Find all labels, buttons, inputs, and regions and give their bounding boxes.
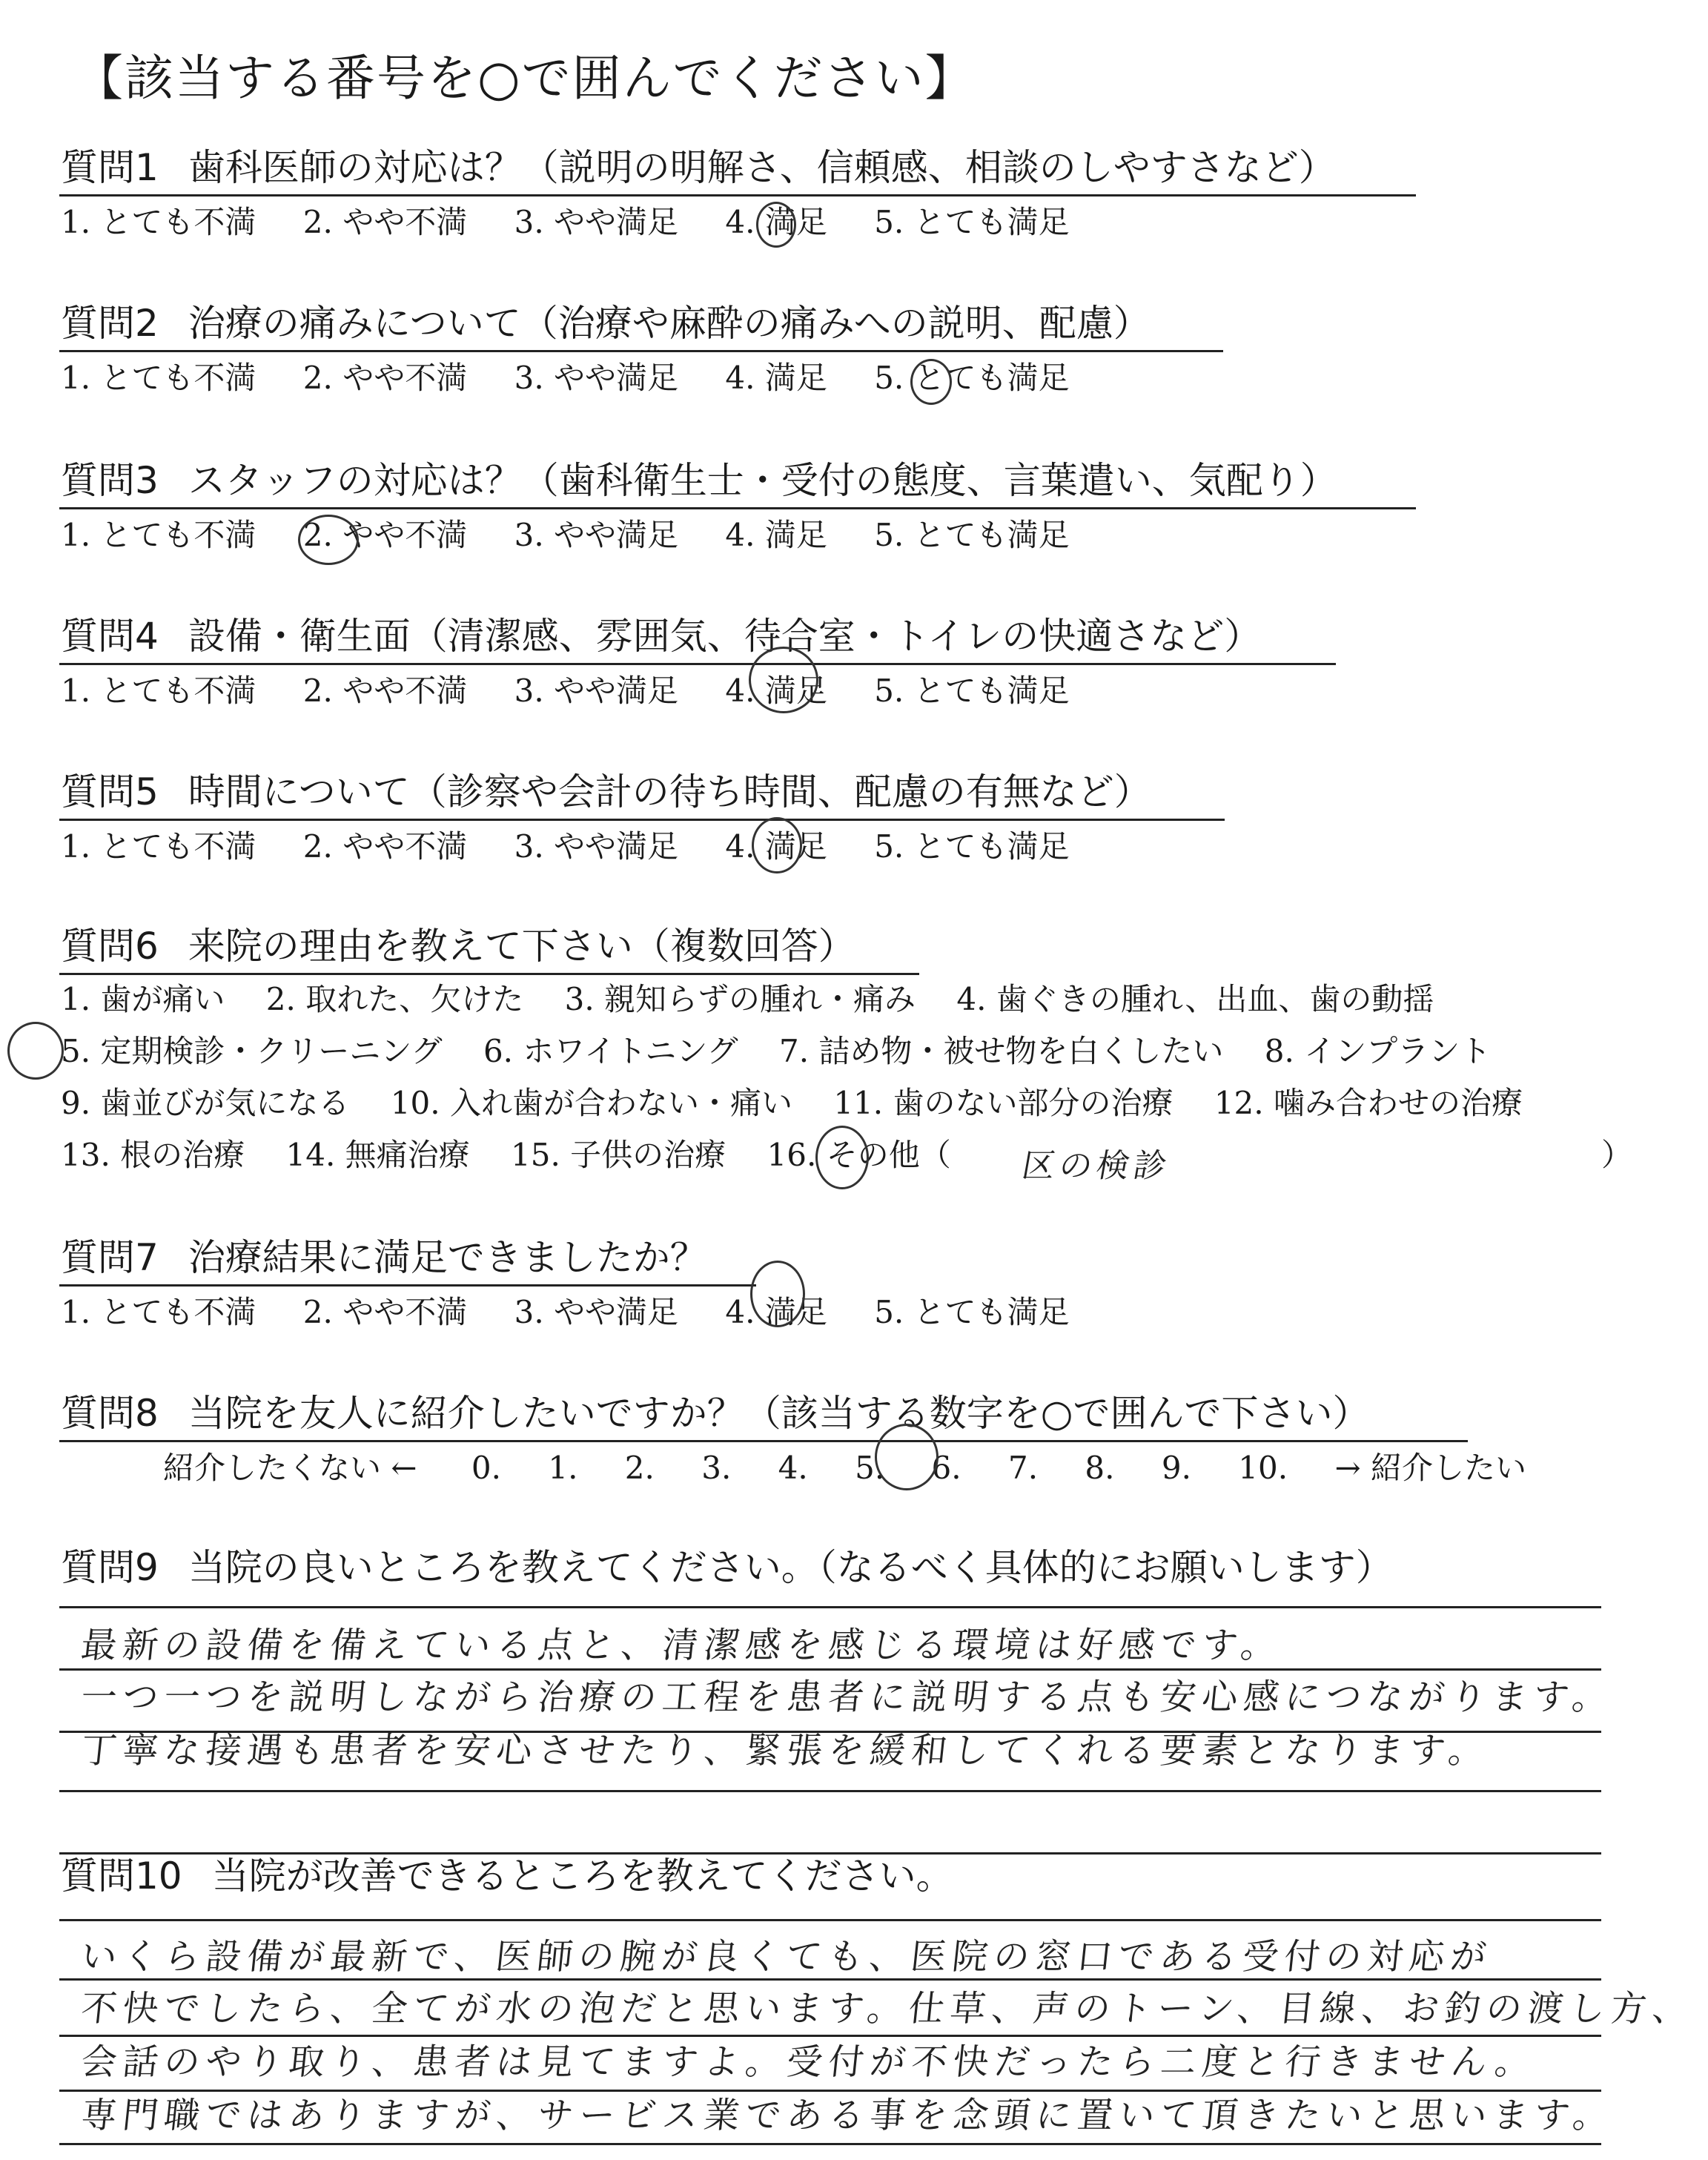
question-10-text: 当院が改善できるところを教えてください。	[211, 1855, 953, 1898]
question-4-underline	[59, 663, 1336, 665]
q4-option-1[interactable]: 1. とても不満	[61, 673, 256, 709]
q8-option-0[interactable]: 0.	[471, 1450, 501, 1486]
q6-option-10[interactable]: 10. 入れ歯が合わない・痛い	[390, 1085, 792, 1121]
question-2-underline	[59, 350, 1223, 352]
q5-option-4[interactable]: 4. 満足	[725, 828, 827, 865]
q6-option-12[interactable]: 12. 噛み合わせの治療	[1214, 1085, 1523, 1121]
q4-option-3[interactable]: 3. やや満足	[514, 673, 679, 709]
question-1-underline	[59, 194, 1416, 196]
question-4-text: 設備・衛生面（清潔感、雰囲気、待合室・トイレの快適さなど）	[188, 615, 1262, 658]
q2-option-1[interactable]: 1. とても不満	[61, 360, 256, 396]
question-6-underline	[59, 973, 919, 975]
q10-line-1	[59, 1919, 1601, 1921]
question-3-underline	[59, 507, 1416, 509]
q6-option-5[interactable]: 5. 定期検診・クリーニング	[61, 1033, 443, 1069]
q6-option-11[interactable]: 11. 歯のない部分の治療	[833, 1085, 1174, 1121]
q8-option-2[interactable]: 2.	[624, 1450, 655, 1486]
question-3-text: スタッフの対応は？（歯科衛生士・受付の態度、言葉遣い、気配り）	[188, 459, 1337, 502]
q3-option-4[interactable]: 4. 満足	[725, 517, 827, 553]
q8-option-4[interactable]: 4.	[778, 1450, 808, 1486]
question-7-heading	[61, 1235, 707, 1280]
page-title: 【該当する番号を○で囲んでください】	[74, 50, 976, 107]
q4-option-5[interactable]: 5. とても満足	[874, 673, 1070, 709]
question-3-label: 質問3	[61, 459, 159, 502]
question-7-underline	[59, 1284, 756, 1287]
q6-other-close-paren: ）	[1601, 1137, 1633, 1173]
question-8-label: 質問8	[61, 1392, 159, 1435]
q3-option-2[interactable]: 2. やや不満	[302, 517, 468, 553]
q9-answer-line-1: 最新の設備を備えている点と、清潔感を感じる環境は好感です。	[79, 1625, 1285, 1666]
question-9-text: 当院の良いところを教えてください。（なるべく具体的にお願いします）	[188, 1546, 1393, 1589]
q1-option-4[interactable]: 4. 満足	[725, 204, 827, 240]
q8-option-5[interactable]: 5.	[855, 1450, 885, 1486]
question-2-options	[61, 357, 1107, 399]
q8-option-3[interactable]: 3.	[701, 1450, 732, 1486]
q7-option-3[interactable]: 3. やや満足	[514, 1294, 679, 1330]
question-8-heading	[61, 1391, 1369, 1436]
q3-option-5[interactable]: 5. とても満足	[874, 517, 1070, 553]
q10-answer-line-4: 専門職ではありますが、サービス業である事を念頭に置いて頂きたいと思います。	[79, 2095, 1617, 2136]
q3-option-3[interactable]: 3. やや満足	[514, 517, 679, 553]
q4-option-4[interactable]: 4. 満足	[725, 673, 827, 709]
q8-right-label: → 紹介したい	[1334, 1450, 1526, 1486]
q6-other-handwritten: 区の検診	[1019, 1147, 1174, 1185]
q5-option-5[interactable]: 5. とても満足	[874, 828, 1070, 865]
q8-option-1[interactable]: 1.	[548, 1450, 578, 1486]
question-5-underline	[59, 819, 1225, 821]
question-5-heading	[61, 770, 1151, 814]
q9-line-1	[59, 1606, 1601, 1608]
question-1-text: 歯科医師の対応は？（説明の明解さ、信頼感、相談のしやすさなど）	[188, 146, 1336, 189]
q6-option-1[interactable]: 1. 歯が痛い	[61, 981, 225, 1017]
question-1-label: 質問1	[61, 146, 159, 189]
q6-row-4	[61, 1135, 982, 1176]
q8-option-10[interactable]: 10.	[1238, 1450, 1288, 1486]
q6-option-3[interactable]: 3. 親知らずの腫れ・痛み	[564, 981, 916, 1017]
q8-scale	[163, 1447, 1563, 1489]
q6-row-2	[61, 1031, 1522, 1072]
q10-line-5	[59, 2143, 1601, 2145]
question-1-heading	[61, 145, 1336, 190]
q1-option-2[interactable]: 2. やや不満	[302, 204, 468, 240]
q6-row-3	[61, 1083, 1554, 1124]
question-4-options	[61, 670, 1107, 712]
q8-option-8[interactable]: 8.	[1085, 1450, 1115, 1486]
question-9-heading	[61, 1545, 1393, 1590]
q6-option-4[interactable]: 4. 歯ぐきの腫れ、出血、歯の動揺	[956, 981, 1434, 1017]
q6-option-7[interactable]: 7. 詰め物・被せ物を白くしたい	[778, 1033, 1224, 1069]
question-6-heading	[61, 924, 855, 968]
q3-option-1[interactable]: 1. とても不満	[61, 517, 256, 553]
question-2-label: 質問2	[61, 302, 159, 345]
question-10-heading	[61, 1854, 953, 1898]
q7-option-2[interactable]: 2. やや不満	[302, 1294, 468, 1330]
q8-left-label: 紹介したくない ←	[163, 1450, 417, 1486]
q4-option-2[interactable]: 2. やや不満	[302, 673, 468, 709]
q5-option-3[interactable]: 3. やや満足	[514, 828, 679, 865]
question-2-text: 治療の痛みについて（治療や麻酔の痛みへの説明、配慮）	[188, 302, 1151, 345]
q6-option-2[interactable]: 2. 取れた、欠けた	[265, 981, 524, 1017]
question-4-label: 質問4	[61, 615, 159, 658]
q6-option-13[interactable]: 13. 根の治療	[61, 1137, 245, 1173]
q8-option-6[interactable]: 6.	[931, 1450, 961, 1486]
q6-row-1	[61, 979, 1465, 1020]
q7-option-5[interactable]: 5. とても満足	[874, 1294, 1070, 1330]
q9-answer-line-3: 丁寧な接遇も患者を安心させたり、緊張を緩和してくれる要素となります。	[79, 1730, 1492, 1771]
q6-option-8[interactable]: 8. インプラント	[1264, 1033, 1492, 1069]
question-4-heading	[61, 614, 1261, 658]
q6-option-14[interactable]: 14. 無痛治療	[285, 1137, 470, 1173]
q1-option-5[interactable]: 5. とても満足	[874, 204, 1070, 240]
question-5-label: 質問5	[61, 770, 159, 813]
q5-option-2[interactable]: 2. やや不満	[302, 828, 468, 865]
q6-option-9[interactable]: 9. 歯並びが気になる	[61, 1085, 350, 1121]
question-7-label: 質問7	[61, 1236, 159, 1279]
question-7-text: 治療結果に満足できましたか？	[188, 1236, 707, 1279]
q2-option-2[interactable]: 2. やや不満	[302, 360, 468, 396]
q10-answer-line-1: いくら設備が最新で、医師の腕が良くても、医院の窓口である受付の対応が	[79, 1936, 1494, 1978]
q9-answer-line-2: 一つ一つを説明しながら治療の工程を患者に説明する点も安心感につながります。	[79, 1677, 1616, 1718]
question-10-label: 質問10	[61, 1855, 182, 1898]
q10-answer-line-2: 不快でしたら、全てが水の泡だと思います。仕草、声のトーン、目線、お釣の渡し方、	[79, 1988, 1696, 2029]
question-2-heading	[61, 301, 1151, 346]
q1-option-3[interactable]: 3. やや満足	[514, 204, 679, 240]
question-8-text: 当院を友人に紹介したいですか？（該当する数字を○で囲んで下さい）	[188, 1392, 1370, 1435]
q9-line-4	[59, 1790, 1601, 1792]
q7-option-4[interactable]: 4. 満足	[725, 1294, 827, 1330]
q8-option-7[interactable]: 7.	[1007, 1450, 1039, 1486]
question-5-text: 時間について（診察や会計の待ち時間、配慮の有無など）	[188, 770, 1151, 813]
q6-option-6[interactable]: 6. ホワイトニング	[483, 1033, 738, 1069]
question-7-options	[61, 1292, 1107, 1333]
q6-option-15[interactable]: 15. 子供の治療	[511, 1137, 726, 1173]
question-6-label: 質問6	[61, 925, 159, 968]
q8-option-9[interactable]: 9.	[1161, 1450, 1191, 1486]
q2-option-4[interactable]: 4. 満足	[725, 360, 827, 396]
q10-answer-line-3: 会話のやり取り、患者は見てますよ。受付が不快だったら二度と行きません。	[79, 2041, 1539, 2083]
q7-option-1[interactable]: 1. とても不満	[61, 1294, 256, 1330]
q6-option-5-circle	[7, 1022, 64, 1080]
question-9-label: 質問9	[61, 1546, 159, 1589]
q5-option-1[interactable]: 1. とても不満	[61, 828, 256, 865]
question-5-options	[61, 826, 1107, 868]
q6-option-16[interactable]: 16. その他（	[767, 1137, 951, 1173]
question-6-text: 来院の理由を教えて下さい（複数回答）	[188, 925, 855, 968]
q2-option-3[interactable]: 3. やや満足	[514, 360, 679, 396]
question-8-underline	[59, 1440, 1468, 1442]
question-3-options	[61, 515, 1107, 556]
question-3-heading	[61, 458, 1337, 503]
question-1-options	[61, 202, 1107, 243]
q2-option-5[interactable]: 5. とても満足	[874, 360, 1070, 396]
q1-option-1[interactable]: 1. とても不満	[61, 204, 256, 240]
